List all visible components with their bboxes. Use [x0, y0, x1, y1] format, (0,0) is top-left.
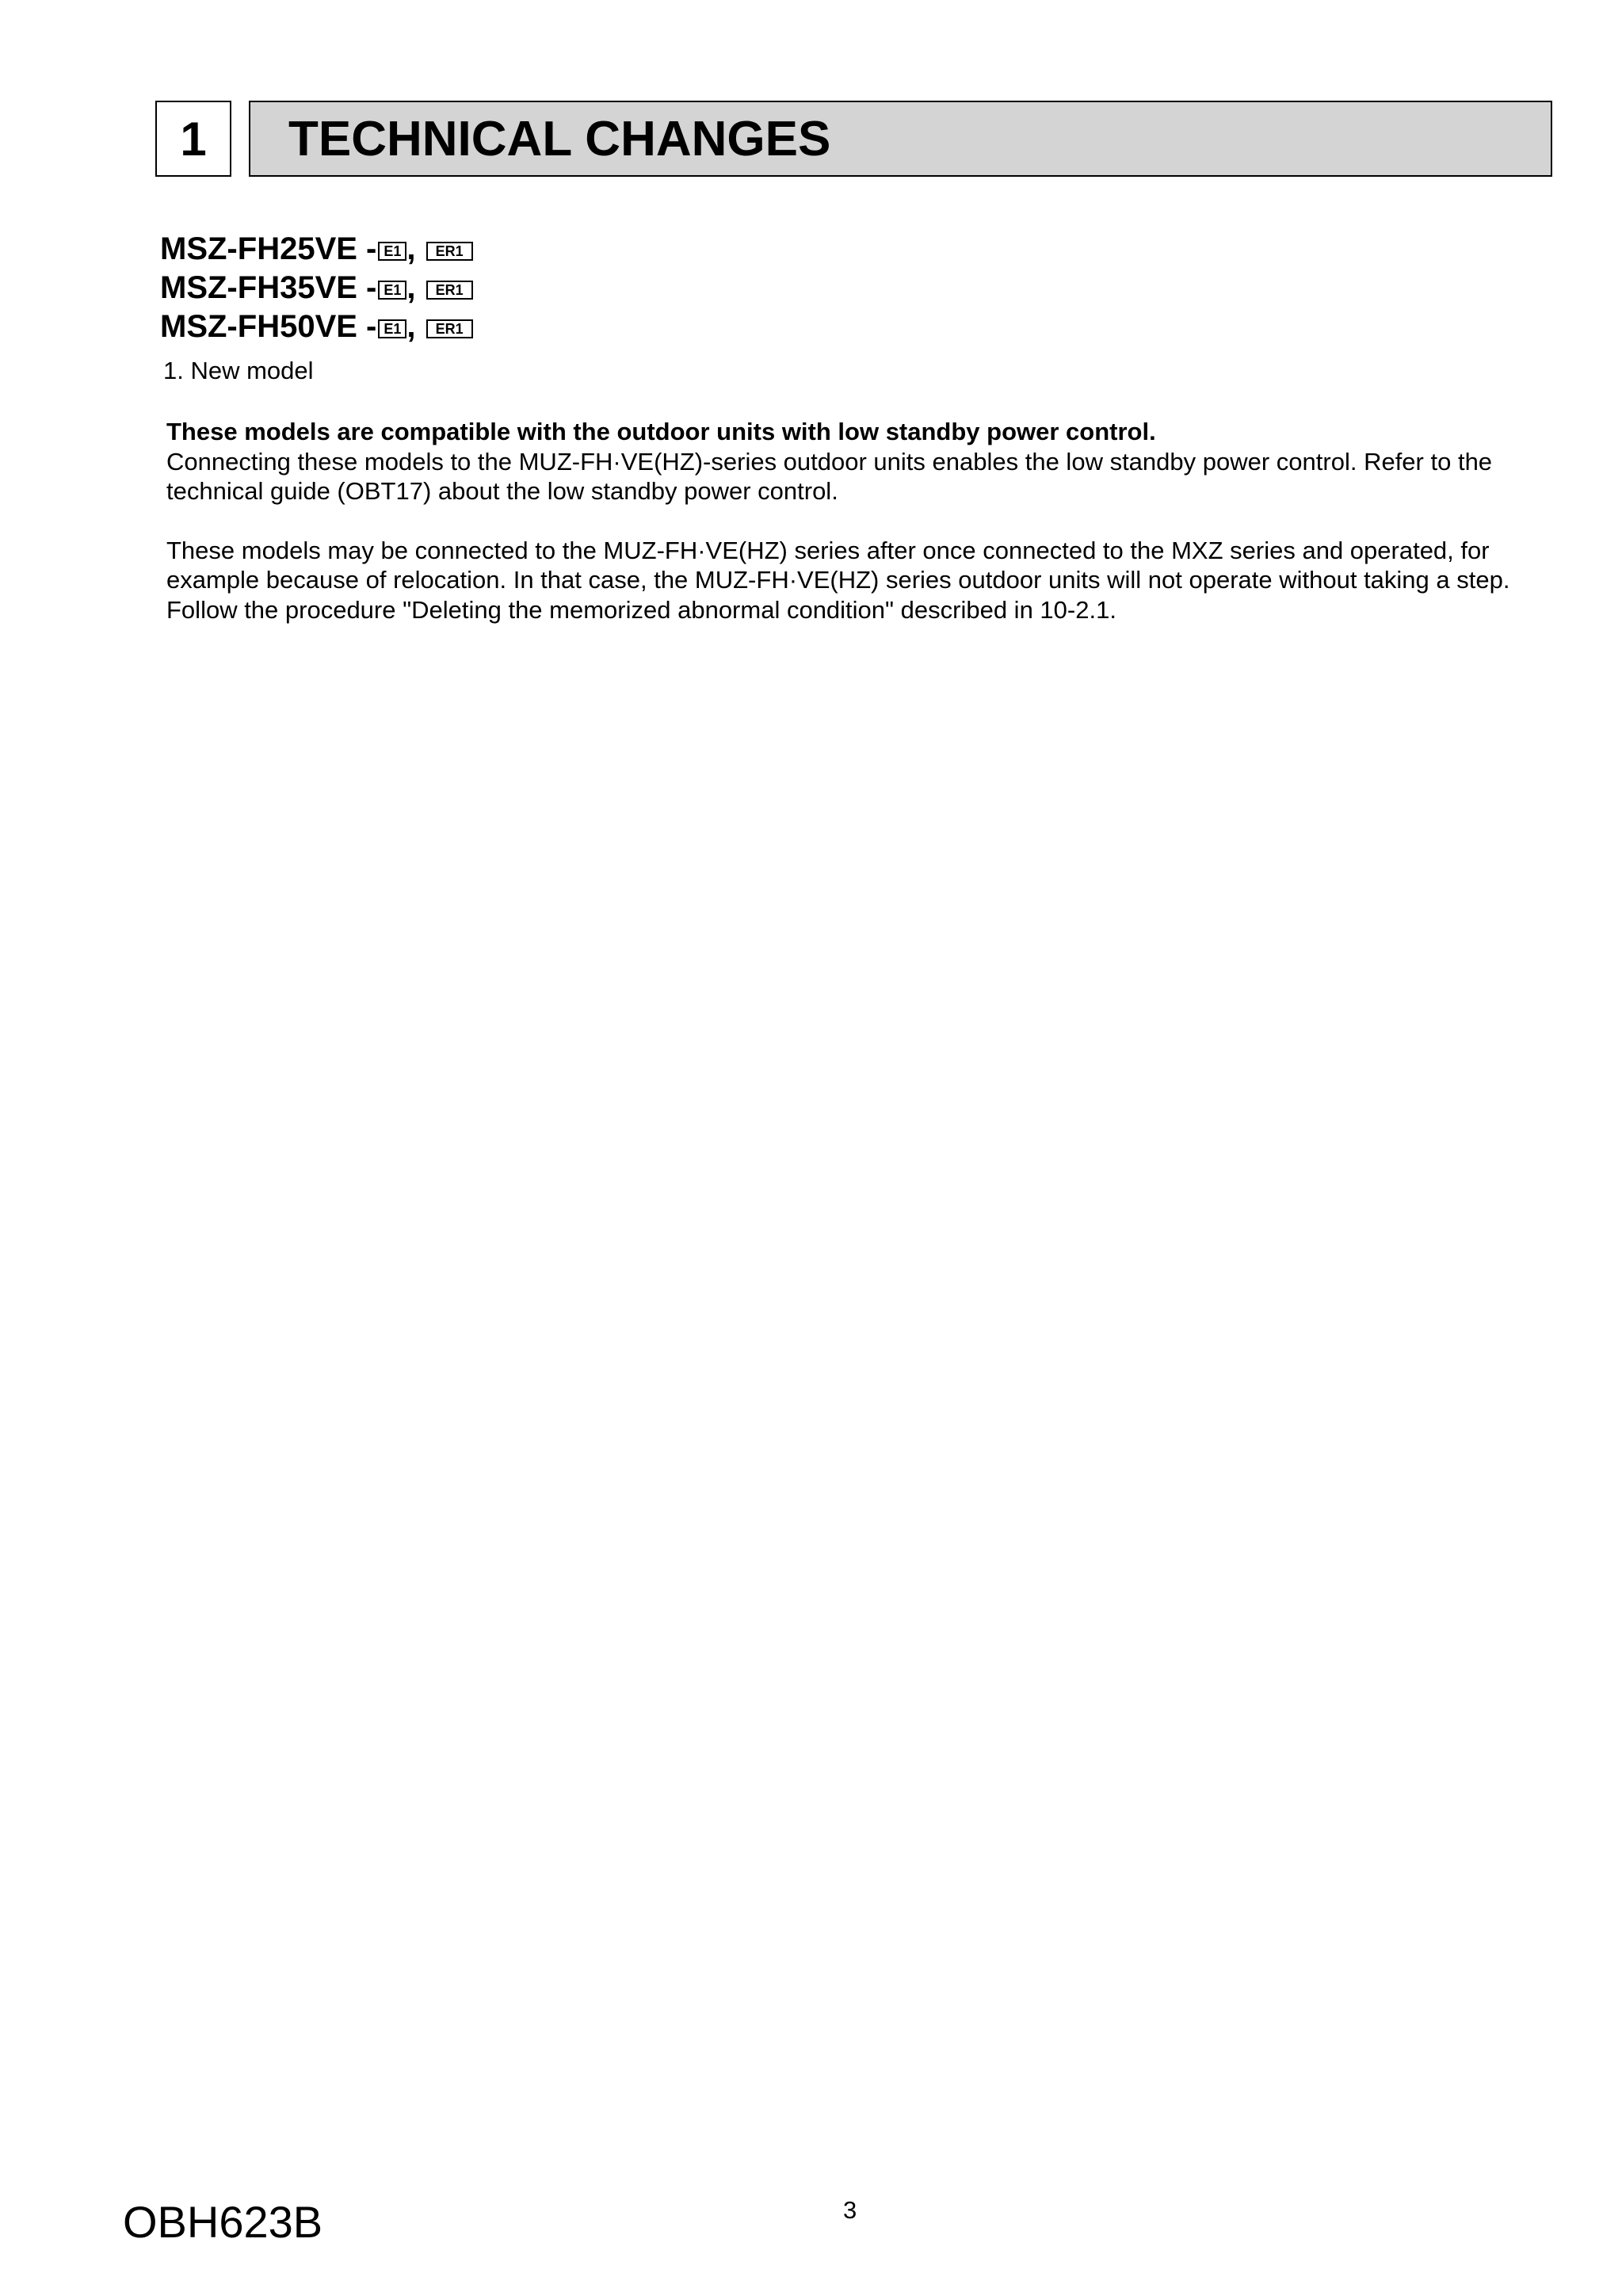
model-name: MSZ-FH35VE - — [160, 270, 377, 305]
paragraph-line: Connecting these models to the MUZ-FH·VE(HZ)-series outdoor units enables the low standby power control. Refer to the — [166, 447, 1493, 476]
document-code: OBH623B — [123, 2197, 323, 2247]
change-item: 1. New model — [163, 357, 314, 384]
model-name: MSZ-FH25VE - — [160, 231, 377, 266]
compatibility-heading: These models are compatible with the outdoor units with low standby power control. — [166, 418, 1156, 445]
model-separator: , — [406, 270, 416, 305]
paragraph-line: example because of relocation. In that case, the MUZ-FH·VE(HZ) series outdoor units will not operate without taking a step. — [166, 566, 1510, 594]
model-line — [160, 308, 473, 346]
model-suffix-tag: ER1 — [426, 281, 473, 300]
model-name: MSZ-FH50VE - — [160, 309, 377, 344]
page-number: 3 — [843, 2196, 857, 2224]
model-separator: , — [406, 309, 416, 344]
model-suffix-tag: ER1 — [426, 319, 473, 338]
paragraph-line: Follow the procedure "Deleting the memorized abnormal condition" described in 10-2.1. — [166, 595, 1116, 624]
paragraph-gap — [166, 506, 1577, 536]
model-list — [160, 230, 473, 346]
model-suffix-tag: E1 — [378, 281, 406, 300]
model-separator: , — [406, 231, 416, 266]
paragraph-line: technical guide (OBT17) about the low standby power control. — [166, 477, 838, 505]
model-suffix-tag: E1 — [378, 242, 406, 261]
model-suffix-tag: ER1 — [426, 242, 473, 261]
section-number: 1 — [155, 101, 231, 177]
section-title: TECHNICAL CHANGES — [249, 101, 1552, 177]
model-suffix-tag: E1 — [378, 319, 406, 338]
model-line — [160, 230, 473, 269]
model-line — [160, 269, 473, 308]
paragraph-line: These models may be connected to the MUZ-FH·VE(HZ) series after once connected to the MXZ series and operated, for — [166, 536, 1490, 564]
body-text — [166, 417, 1577, 625]
